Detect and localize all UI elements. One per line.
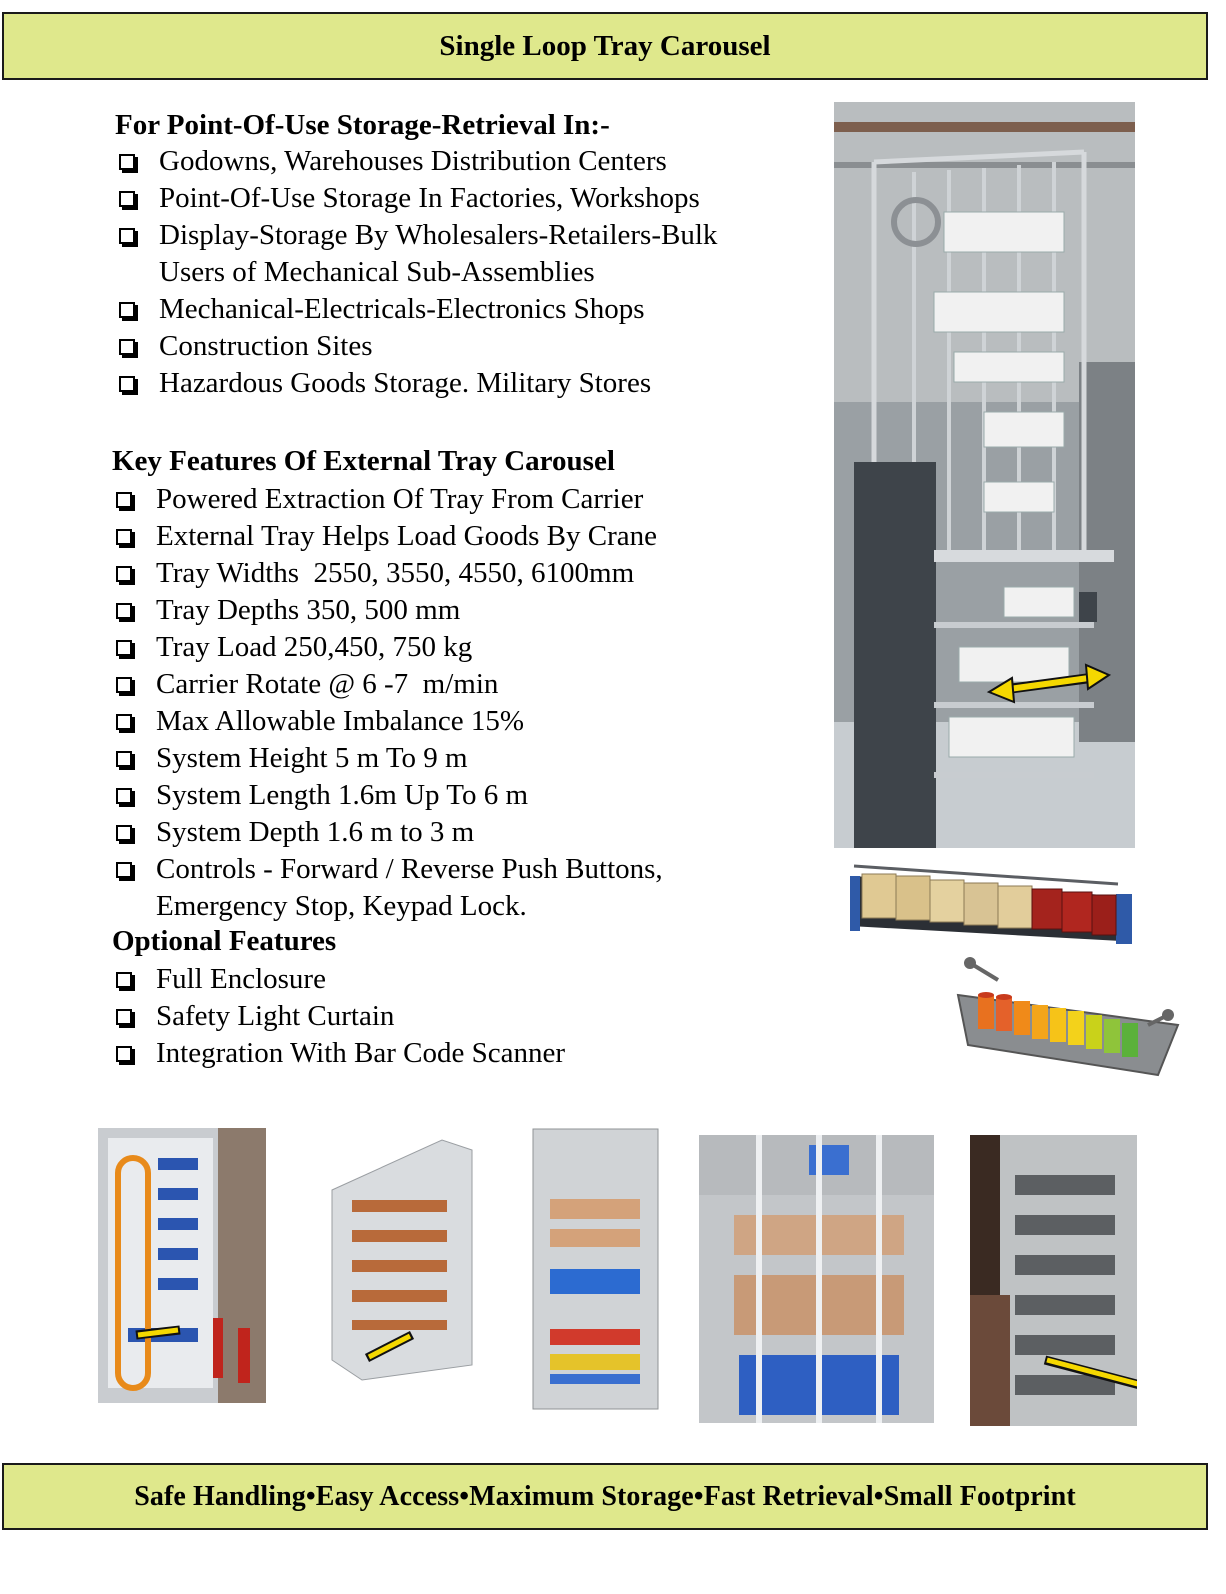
checkbox-bullet-icon <box>119 191 135 207</box>
list-item: Full Enclosure <box>112 961 565 998</box>
list-item: Integration With Bar Code Scanner <box>112 1035 565 1072</box>
key-features-list <box>112 481 663 925</box>
checkbox-bullet-icon <box>116 603 132 619</box>
title-banner <box>2 12 1208 80</box>
checkbox-bullet-icon <box>116 677 132 693</box>
checkbox-bullet-icon <box>116 640 132 656</box>
carousel-enclosed-photo <box>322 1130 476 1385</box>
list-item: Tray Widths 2550, 3550, 4550, 6100mm <box>112 555 663 592</box>
carousel-main-photo <box>834 102 1135 848</box>
list-item: Carrier Rotate @ 6 -7 m/min <box>112 666 663 703</box>
checkbox-bullet-icon <box>116 825 132 841</box>
checkbox-bullet-icon <box>116 862 132 878</box>
checkbox-bullet-icon <box>116 714 132 730</box>
optional-features-heading: Optional Features <box>112 925 337 957</box>
list-item: Safety Light Curtain <box>112 998 565 1035</box>
checkbox-bullet-icon <box>116 972 132 988</box>
list-item: Tray Depths 350, 500 mm <box>112 592 663 629</box>
list-item: System Depth 1.6 m to 3 m <box>112 814 663 851</box>
carousel-frame-photo <box>525 1119 668 1417</box>
list-item: Max Allowable Imbalance 15% <box>112 703 663 740</box>
carousel-loop-photo <box>98 1128 266 1403</box>
list-item: System Height 5 m To 9 m <box>112 740 663 777</box>
checkbox-bullet-icon <box>116 788 132 804</box>
point-of-use-list <box>115 143 717 402</box>
point-of-use-heading: For Point-Of-Use Storage-Retrieval In:- <box>115 109 610 141</box>
list-item-continuation: Emergency Stop, Keypad Lock. <box>156 890 527 922</box>
checkbox-bullet-icon <box>119 302 135 318</box>
list-item: External Tray Helps Load Goods By Crane <box>112 518 663 555</box>
list-item: Display-Storage By Wholesalers-Retailers-Bulk <box>115 217 717 254</box>
list-item: Hazardous Goods Storage. Military Stores <box>115 365 717 402</box>
list-item: Tray Load 250,450, 750 kg <box>112 629 663 666</box>
optional-features-list <box>112 961 565 1072</box>
checkbox-bullet-icon <box>119 228 135 244</box>
footer-banner <box>2 1463 1208 1530</box>
footer-slogan: Safe Handling•Easy Access•Maximum Storage•Fast Retrieval•Small Footprint <box>134 1480 1076 1512</box>
list-item: Point-Of-Use Storage In Factories, Workshops <box>115 180 717 217</box>
checkbox-bullet-icon <box>119 339 135 355</box>
list-item: Construction Sites <box>115 328 717 365</box>
tray-boxes-illustration <box>846 856 1136 946</box>
checkbox-bullet-icon <box>116 566 132 582</box>
key-features-heading: Key Features Of External Tray Carousel <box>112 445 615 477</box>
carousel-closeup-photo <box>699 1135 934 1423</box>
checkbox-bullet-icon <box>116 1009 132 1025</box>
list-item: Powered Extraction Of Tray From Carrier <box>112 481 663 518</box>
checkbox-bullet-icon <box>119 376 135 392</box>
checkbox-bullet-icon <box>116 751 132 767</box>
list-item: System Length 1.6m Up To 6 m <box>112 777 663 814</box>
checkbox-bullet-icon <box>119 154 135 170</box>
tray-bins-illustration <box>948 955 1192 1080</box>
list-item: Controls - Forward / Reverse Push Buttons, <box>112 851 663 888</box>
checkbox-bullet-icon <box>116 1046 132 1062</box>
carousel-retail-photo <box>970 1135 1137 1426</box>
list-item: Godowns, Warehouses Distribution Centers <box>115 143 717 180</box>
page-title: Single Loop Tray Carousel <box>439 29 771 62</box>
checkbox-bullet-icon <box>116 492 132 508</box>
checkbox-bullet-icon <box>116 529 132 545</box>
list-item: Mechanical-Electricals-Electronics Shops <box>115 291 717 328</box>
list-item-continuation: Users of Mechanical Sub-Assemblies <box>159 256 595 288</box>
